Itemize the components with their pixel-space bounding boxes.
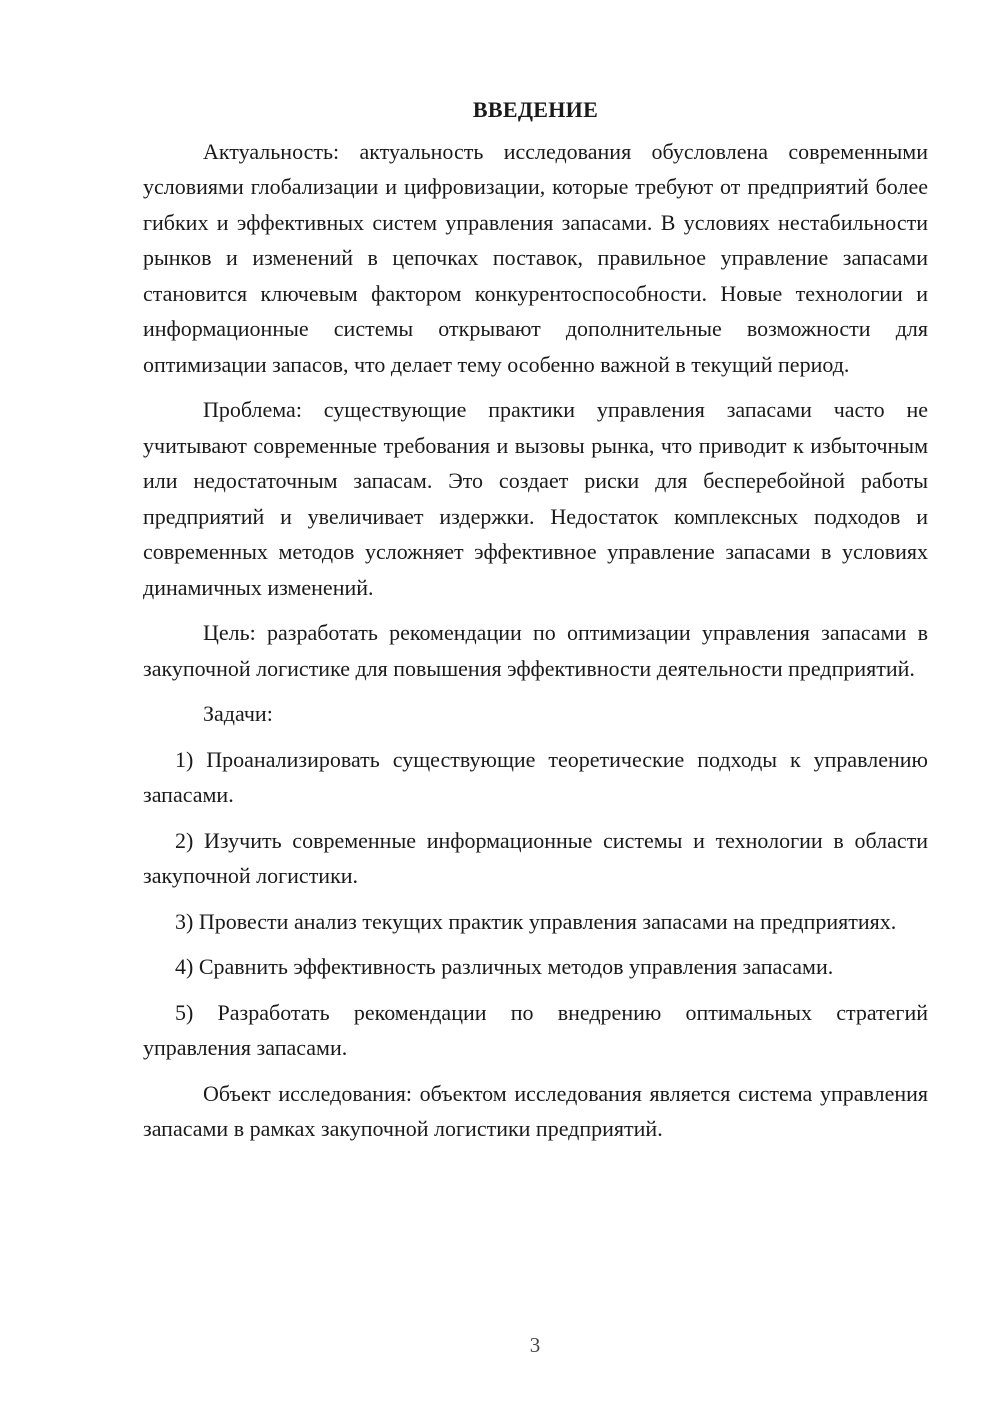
task-item-1: 1) Проанализировать существующие теоретические подходы к управлению запасами. — [143, 746, 928, 807]
section-title: ВВЕДЕНИЕ — [472, 97, 599, 122]
task-item-2: 2) Изучить современные информационные системы и технологии в области закупочной логистики. — [143, 827, 928, 888]
page-number: 3 — [529, 1333, 541, 1357]
paragraph-object: Объект исследования: объектом исследования является система управления запасами в рамках закупочной логистики предприятий. — [143, 1080, 928, 1141]
paragraph-goal: Цель: разработать рекомендации по оптимизации управления запасами в закупочной логистике для повышения эффективности деятельности предприятий. — [143, 620, 928, 681]
paragraph-problem: Проблема: существующие практики управления запасами часто не учитывают современные требования и вызовы рынка, что приводит к избыточным или недостаточным запасам. Это создает риски для бесперебойной работы предприятий и увеличивает издержки. Недостаток комплексных подходов и современных методов усложняет эффективное управление запасами в условиях динамичных изменений. — [143, 397, 928, 600]
paragraph-tasks-heading: Задачи: — [203, 701, 273, 726]
task-item-4: 4) Сравнить эффективность различных методов управления запасами. — [175, 954, 834, 979]
task-item-5: 5) Разработать рекомендации по внедрению оптимальных стратегий управления запасами. — [143, 999, 928, 1060]
paragraph-relevance: Актуальность: актуальность исследования обусловлена современными условиями глобализации и цифровизации, которые требуют от предприятий более гибких и эффективных систем управления запасами. В условиях нестабильности рынков и изменений в цепочках поставок, правильное управление запасами становится ключевым фактором конкурентоспособности. Новые технологии и информационные системы открывают дополнительные возможности для оптимизации запасов, что делает тему особенно важной в текущий период. — [143, 138, 928, 377]
document-body — [143, 92, 928, 1147]
task-item-3: 3) Провести анализ текущих практик управления запасами на предприятиях. — [175, 908, 897, 934]
